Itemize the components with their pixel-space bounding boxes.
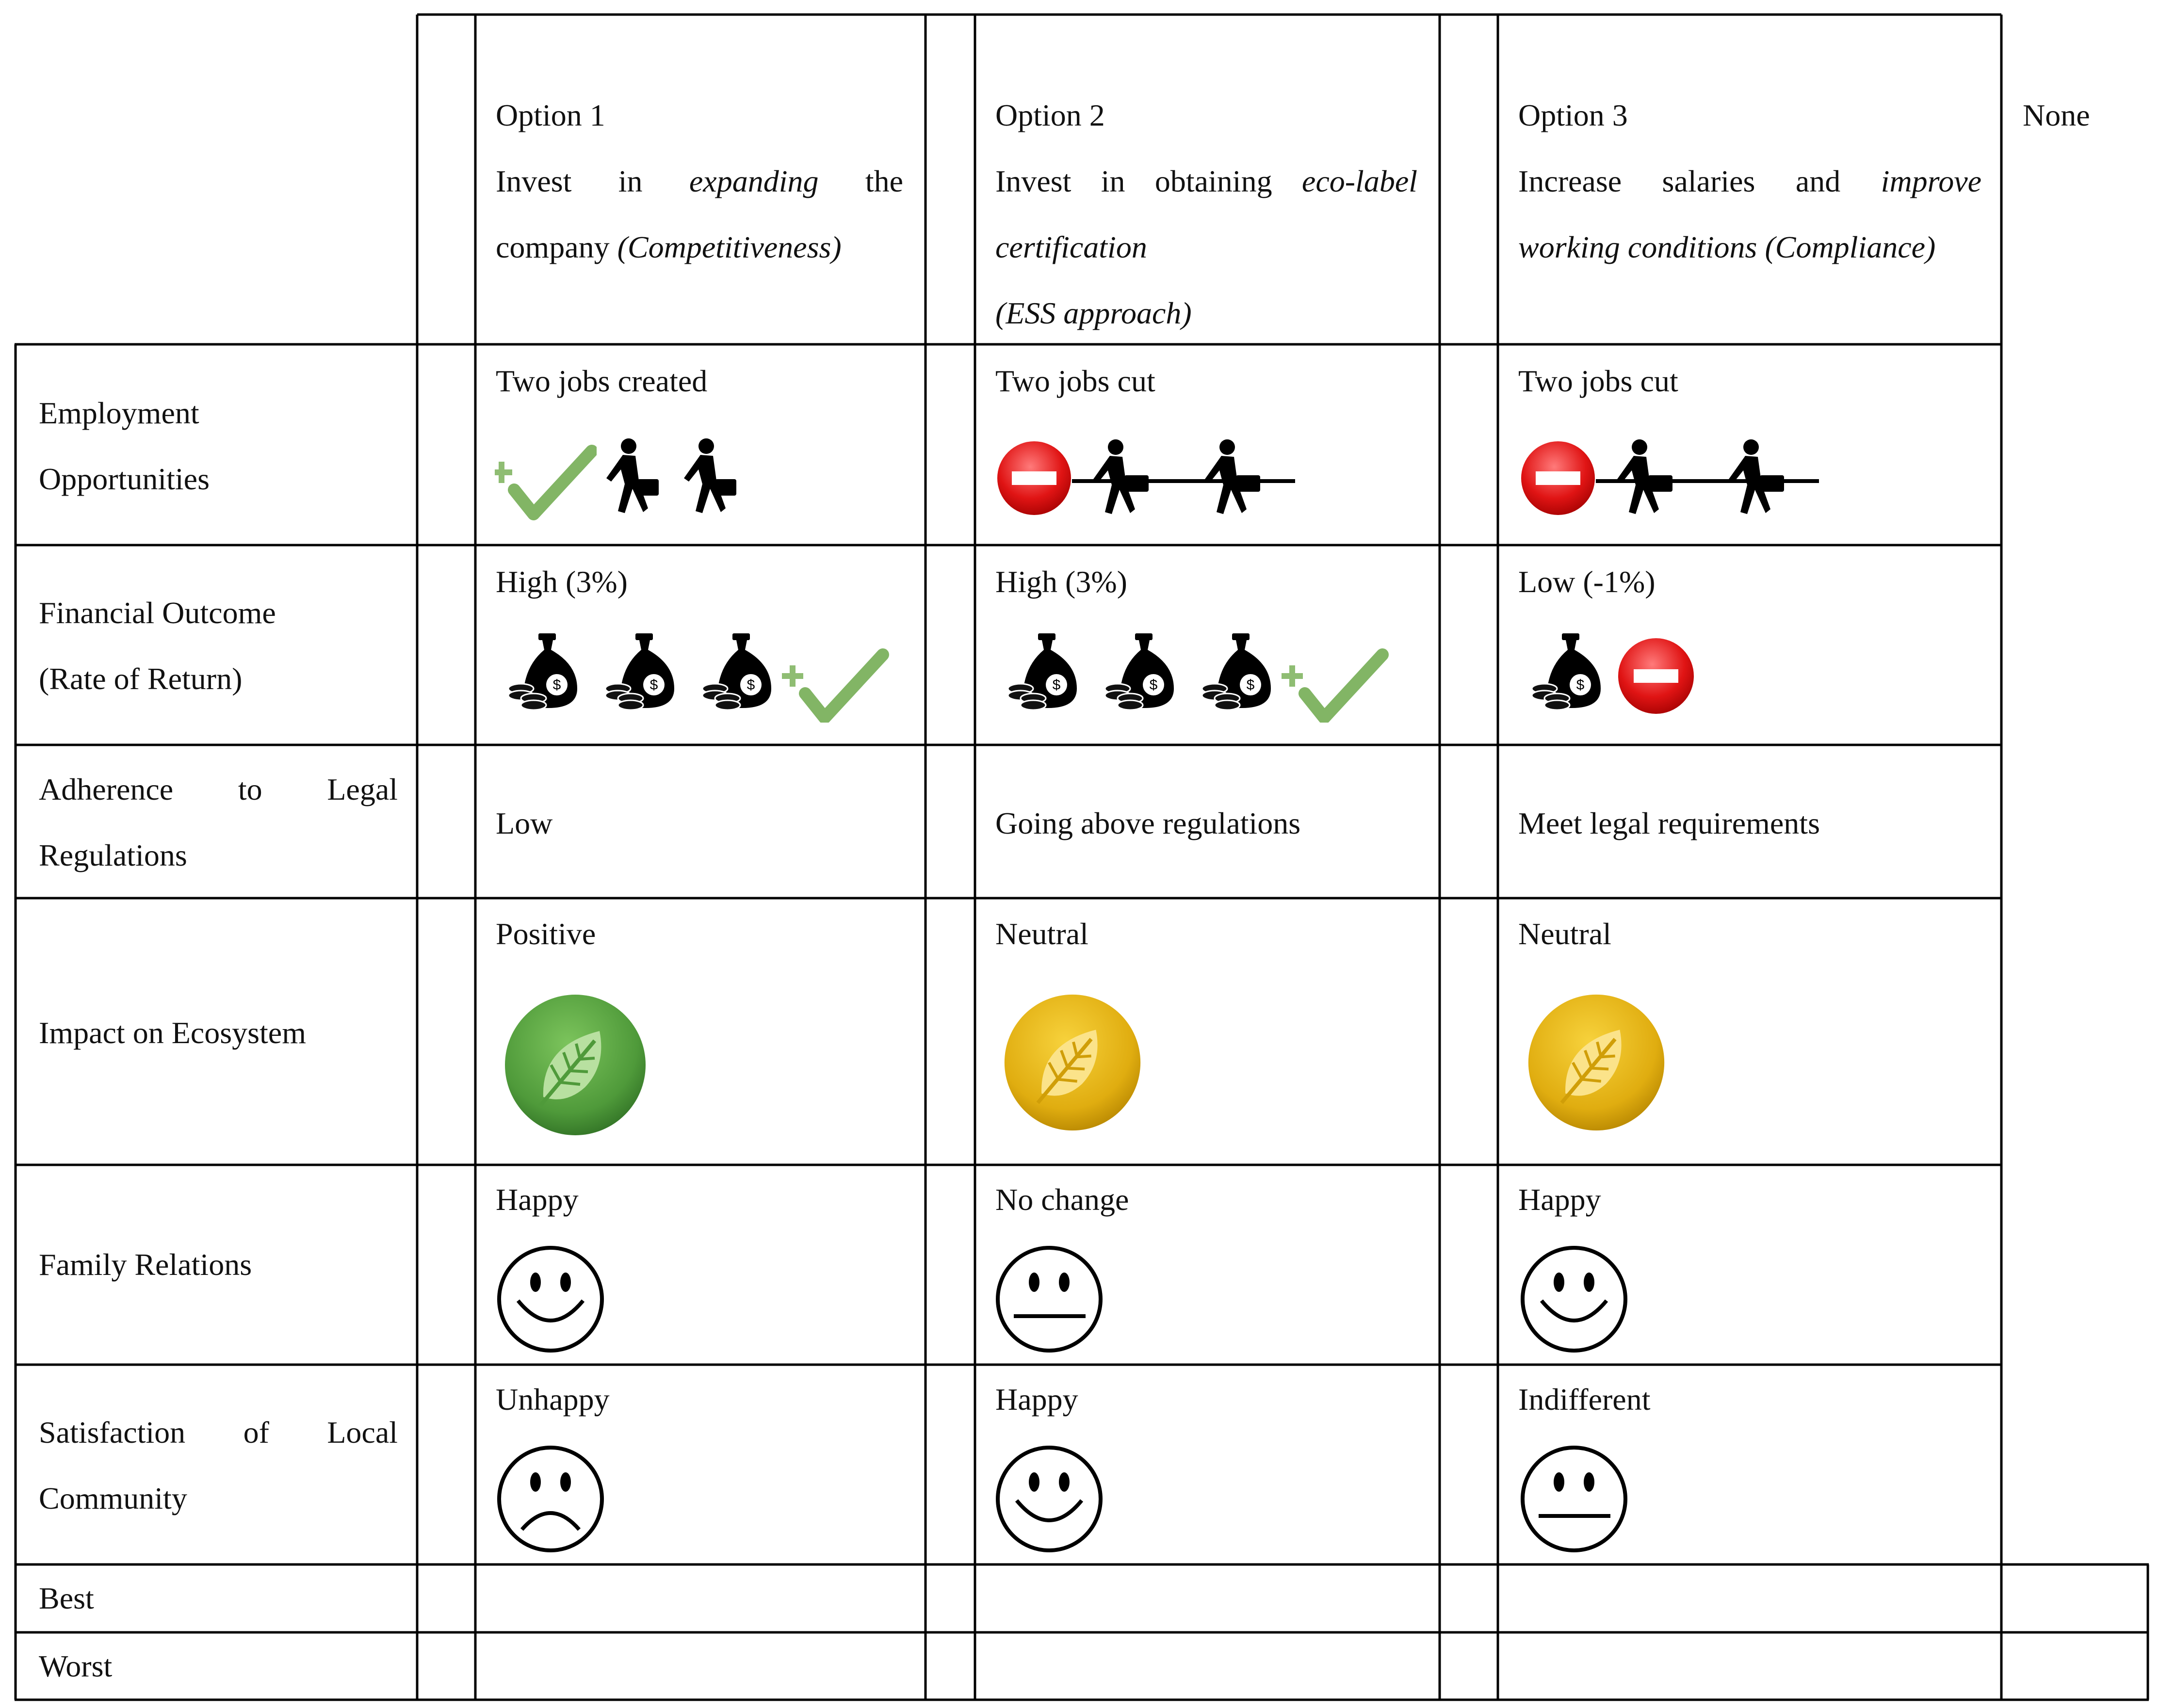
row-label-legal-line-2: Regulations	[39, 838, 187, 872]
row-label-legal-line-1: Adherence to Legal	[39, 772, 398, 806]
yellow-leaf-icon	[1526, 992, 1667, 1133]
financial-option-2-value: High (3%)	[995, 564, 1127, 599]
crossed-out-workers-icon	[1518, 436, 1824, 524]
option-1-desc-line-2: company (Competitiveness)	[496, 230, 842, 264]
option-2-desc-line-1: Invest in obtaining eco-label	[995, 164, 1417, 198]
financial-option-3-value: Low (-1%)	[1518, 564, 1656, 599]
ecosystem-option-1-value: Positive	[496, 917, 596, 951]
employment-option-3-value: Two jobs cut	[1518, 364, 1678, 398]
row-label-financial-line-2: (Rate of Return)	[39, 661, 243, 696]
option-3-desc-line-1: Increase salaries and improve	[1518, 164, 1981, 198]
option-3-description	[1518, 148, 1981, 280]
option-2-title: Option 2	[995, 98, 1105, 132]
row-label-community-line-1: Satisfaction of Local	[39, 1415, 398, 1450]
svg-text:$: $	[552, 677, 561, 693]
legal-option-1-value: Low	[496, 806, 553, 840]
option-none-title: None	[2023, 98, 2090, 132]
worst-option-3-cell[interactable]	[1500, 1634, 1999, 1698]
row-label-best: Best	[39, 1581, 94, 1615]
community-option-3-value: Indifferent	[1518, 1382, 1651, 1417]
option-2-desc-line-3: (ESS approach)	[995, 296, 1192, 330]
svg-text:$: $	[1052, 677, 1061, 693]
option-1-description	[496, 148, 903, 280]
worst-option-2-cell[interactable]	[977, 1634, 1438, 1698]
family-option-3-value: Happy	[1518, 1182, 1601, 1217]
ecosystem-option-2-value: Neutral	[995, 917, 1088, 951]
community-option-1-value: Unhappy	[496, 1382, 610, 1417]
money-bag-icon	[1004, 630, 1392, 723]
best-option-2-cell[interactable]	[977, 1566, 1438, 1630]
employment-option-1-value: Two jobs created	[496, 364, 708, 398]
legal-option-3-value: Meet legal requirements	[1518, 806, 1820, 840]
neutral-face-icon	[1518, 1443, 1630, 1555]
smiley-face-icon	[495, 1243, 606, 1355]
option-2-description	[995, 148, 1417, 346]
worst-option-1-cell[interactable]	[477, 1634, 924, 1698]
worst-none-cell[interactable]	[2003, 1634, 2146, 1698]
legal-option-2-value: Going above regulations	[995, 806, 1301, 840]
neutral-face-icon	[993, 1243, 1105, 1355]
family-option-2-value: No change	[995, 1182, 1129, 1217]
community-option-2-value: Happy	[995, 1382, 1078, 1417]
green-leaf-icon	[503, 992, 648, 1138]
option-3-desc-line-2: working conditions (Compliance)	[1518, 230, 1936, 264]
worker-briefcase-icon	[600, 435, 779, 523]
option-1-desc-line-1: Invest in expanding the	[496, 164, 903, 198]
row-label-worst: Worst	[39, 1649, 113, 1683]
row-label-ecosystem: Impact on Ecosystem	[39, 1015, 306, 1050]
option-3-title: Option 3	[1518, 98, 1628, 132]
frown-face-icon	[495, 1443, 606, 1555]
financial-option-1-value: High (3%)	[496, 564, 628, 599]
money-bag-icon	[504, 630, 893, 723]
svg-text:$: $	[1576, 677, 1585, 693]
row-label-community-line-2: Community	[39, 1481, 187, 1515]
employment-option-2-value: Two jobs cut	[995, 364, 1155, 398]
best-option-3-cell[interactable]	[1500, 1566, 1999, 1630]
smiley-face-icon	[1518, 1243, 1630, 1355]
no-entry-icon	[994, 436, 1300, 524]
option-2-desc-line-2: certification	[995, 230, 1147, 264]
plus-check-icon	[495, 436, 597, 524]
row-label-family: Family Relations	[39, 1247, 252, 1282]
best-option-1-cell[interactable]	[477, 1566, 924, 1630]
option-1-title: Option 1	[496, 98, 605, 132]
row-label-employment: Employment Opportunities	[39, 396, 210, 496]
row-label-financial-line-1: Financial Outcome	[39, 596, 276, 630]
family-option-1-value: Happy	[496, 1182, 579, 1217]
yellow-leaf-icon	[1002, 992, 1143, 1133]
smiley-face-icon	[993, 1443, 1105, 1555]
ecosystem-option-3-value: Neutral	[1518, 917, 1611, 951]
best-none-cell[interactable]	[2003, 1566, 2146, 1630]
no-entry-icon	[1528, 630, 1712, 723]
